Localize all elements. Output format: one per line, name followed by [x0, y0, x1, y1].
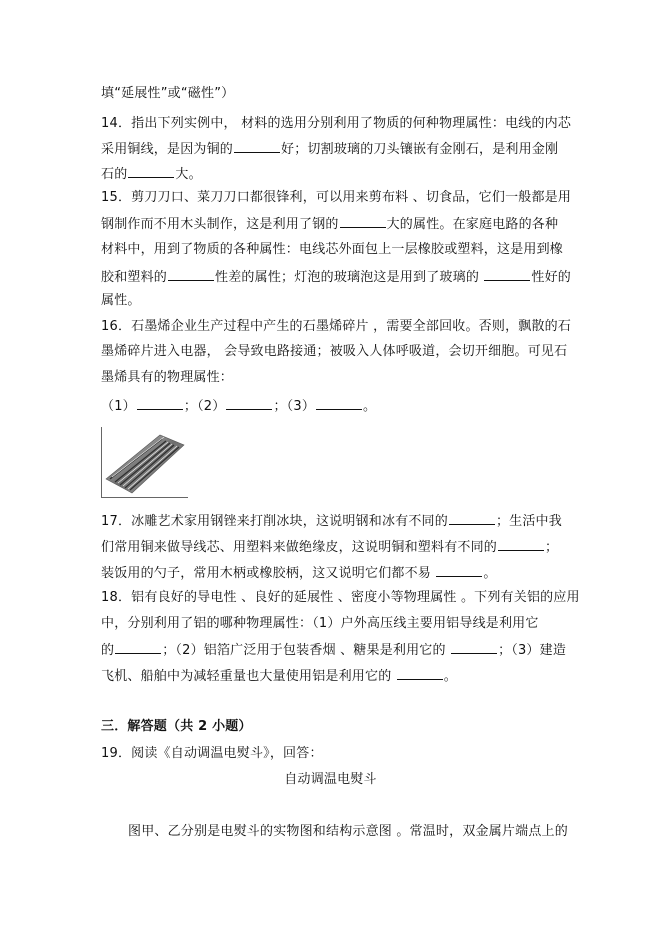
answer-blank[interactable] — [234, 140, 280, 153]
text: 采用铜线，是因为铜的 — [101, 142, 234, 157]
question-14-line-2 — [101, 140, 558, 156]
question-16-line-4 — [101, 397, 376, 413]
text: ；（2）铝箔广泛用于包装香烟 、糖果是利用它的 — [162, 643, 446, 658]
question-15-line-5 — [101, 293, 141, 309]
answer-blank[interactable] — [316, 397, 362, 410]
answer-blank[interactable] — [226, 397, 272, 410]
text: 15．剪刀刀口、菜刀刀口都很锋利，可以用来剪布料 、切食品，它们一般都是用 — [101, 190, 572, 205]
text: ； — [545, 540, 559, 555]
text: （1） — [101, 399, 136, 414]
text: 胶和塑料的 — [101, 270, 168, 285]
text: 飞机、船舶中为减轻重量也大量使用铝是利用它的 — [101, 669, 392, 684]
text: 性好的 — [531, 270, 571, 285]
text: 。 — [483, 566, 497, 581]
text: 的 — [101, 643, 115, 658]
text: 14．指出下列实例中， 材料的选用分别利用了物质的何种物理属性：电线的内芯 — [101, 116, 572, 131]
text: 材料中，用到了物质的各种属性：电线芯外面包上一层橡胶或塑料，这是用到橡 — [101, 242, 564, 257]
text: 中，分别利用了铝的哪种物理属性：（1）户外高压线主要用铝导线是利用它 — [101, 616, 539, 631]
question-15-line-2 — [101, 215, 558, 231]
answer-blank[interactable] — [451, 641, 497, 654]
article-title — [0, 772, 661, 788]
text: 填“延展性”或“磁性”） — [101, 86, 235, 101]
question-15-line-1 — [101, 190, 571, 206]
text: 大的属性。在家庭电路的各种 — [386, 217, 559, 232]
question-17-line-2 — [101, 538, 558, 554]
question-17-line-1 — [101, 512, 562, 528]
text: ；（2） — [183, 399, 226, 414]
text: ；（3）建造 — [498, 643, 567, 658]
text: 16．石墨烯企业生产过程中产生的石墨烯碎片 ，需要全部回收。否则，飘散的石 — [101, 319, 572, 334]
text: 钢制作而不用木头制作，这是利用了钢的 — [101, 217, 339, 232]
question-17-line-3 — [101, 564, 497, 580]
question-14-line-3 — [101, 165, 202, 181]
question-16-line-3 — [101, 370, 233, 386]
text: 18．铝有良好的导电性 、良好的延展性 、密度小等物理属性 。下列有关铝的应用 — [101, 590, 580, 605]
text: 自动调温电熨斗 — [284, 772, 377, 787]
article-paragraph — [128, 824, 568, 840]
question-18-line-4 — [101, 667, 457, 683]
text: 。 — [363, 399, 377, 414]
question-18-line-3 — [101, 641, 566, 657]
text: 墨烯碎片进入电器， 会导致电路接通；被吸入人体呼吸道，会切开细胞。可见石 — [101, 344, 568, 359]
text: 们常用铜来做导线芯、用塑料来做绝缘皮，这说明铜和塑料有不同的 — [101, 540, 498, 555]
text: 装饭用的勺子，常用木柄或橡胶柄，这又说明它们都不易 — [101, 566, 432, 581]
answer-blank[interactable] — [168, 268, 214, 281]
answer-blank[interactable] — [449, 512, 495, 525]
text-line — [101, 86, 234, 102]
section-heading — [101, 719, 252, 735]
answer-blank[interactable] — [137, 397, 183, 410]
question-19-line-1 — [101, 746, 323, 762]
text: 墨烯具有的物理属性： — [101, 370, 234, 385]
answer-blank[interactable] — [436, 564, 482, 577]
graphene-fragments-photo-icon — [102, 427, 188, 497]
answer-blank[interactable] — [128, 165, 174, 178]
text: 好；切割玻璃的刀头镶嵌有金刚石，是利用金刚 — [281, 142, 559, 157]
question-18-line-2 — [101, 616, 539, 632]
question-14-line-1 — [101, 116, 571, 132]
text: 性差的属性；灯泡的玻璃泡这是用到了玻璃的 — [215, 270, 480, 285]
question-16-line-1 — [101, 319, 571, 335]
answer-blank[interactable] — [397, 667, 443, 680]
text: 。 — [443, 669, 457, 684]
answer-blank[interactable] — [498, 538, 544, 551]
answer-blank[interactable] — [340, 215, 386, 228]
text: 石的 — [101, 167, 128, 182]
text: 三．解答题（共 2 小题） — [101, 719, 252, 734]
text: 17．冰雕艺术家用钢锉来打削冰块，这说明钢和冰有不同的 — [101, 514, 448, 529]
text: 19．阅读《自动调温电熨斗》，回答： — [101, 746, 323, 761]
text: 图甲、乙分别是电熨斗的实物图和结构示意图 。常温时，双金属片端点上的 — [128, 824, 568, 839]
question-16-line-2 — [101, 344, 567, 360]
answer-blank[interactable] — [484, 268, 530, 281]
graphene-fragments-photo — [101, 427, 188, 498]
question-18-line-1 — [101, 590, 580, 606]
question-15-line-3 — [101, 242, 563, 258]
text: 属性。 — [101, 293, 141, 308]
text: 大。 — [175, 167, 202, 182]
answer-blank[interactable] — [115, 641, 161, 654]
question-15-line-4 — [101, 268, 571, 284]
text: ；生活中我 — [495, 514, 562, 529]
text: ；（3） — [273, 399, 316, 414]
